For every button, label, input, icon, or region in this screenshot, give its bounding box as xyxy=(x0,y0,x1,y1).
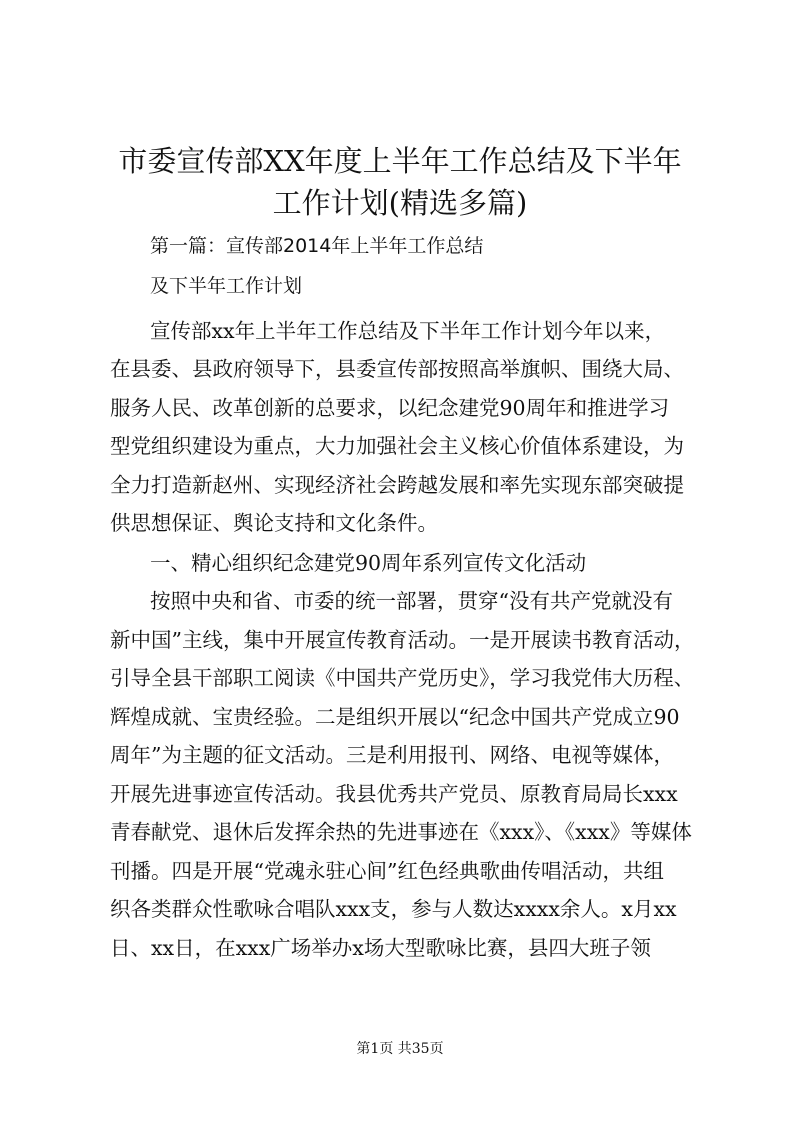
body-line: 宣传部xx年上半年工作总结及下半年工作计划今年以来， xyxy=(150,319,666,343)
body-line: 按照中央和省、市委的统一部署，贯穿“没有共产党就没有 xyxy=(150,589,673,613)
section-subtitle-line-1: 第一篇：宣传部2014年上半年工作总结 xyxy=(150,235,484,257)
document-title-line-1: 市委宣传部XX年度上半年工作总结及下半年 xyxy=(118,144,682,178)
body-line: 型党组织建设为重点，大力加强社会主义核心价值体系建设，为 xyxy=(110,434,684,458)
body-line: 在县委、县政府领导下，县委宣传部按照高举旗帜、围绕大局、 xyxy=(110,357,684,381)
body-line: 开展先进事迹宣传活动。我县优秀共产党员、原教育局局长xxx xyxy=(110,782,678,806)
body-line: 织各类群众性歌咏合唱队xxx支，参与人数达xxxx余人。x月xx xyxy=(110,897,677,921)
document-title-line-2: 工作计划(精选多篇) xyxy=(272,186,528,220)
page-footer: 第1页 共35页 xyxy=(356,1041,444,1057)
body-line: 服务人民、改革创新的总要求，以纪念建党90周年和推进学习 xyxy=(110,396,670,420)
body-line: 新中国”主线，集中开展宣传教育活动。一是开展读书教育活动， xyxy=(110,628,695,652)
body-line: 青春献党、退休后发挥余热的先进事迹在《xxx》、《xxx》等媒体 xyxy=(110,820,692,844)
body-line: 引导全县干部职工阅读《中国共产党历史》，学习我党伟大历程、 xyxy=(110,666,695,690)
body-line: 供思想保证、舆论支持和文化条件。 xyxy=(110,511,438,535)
section-heading: 一、精心组织纪念建党90周年系列宣传文化活动 xyxy=(150,551,587,575)
body-line: 全力打造新赵州、实现经济社会跨越发展和率先实现东部突破提 xyxy=(110,473,684,497)
body-line: 辉煌成就、宝贵经验。二是组织开展以“纪念中国共产党成立90 xyxy=(110,705,680,729)
body-line: 刊播。四是开展“党魂永驻心间”红色经典歌曲传唱活动，共组 xyxy=(110,859,664,883)
section-subtitle-line-2: 及下半年工作计划 xyxy=(150,275,303,297)
body-line: 日、xx日，在xxx广场举办x场大型歌咏比赛，县四大班子领 xyxy=(110,936,651,960)
body-line: 周年”为主题的征文活动。三是利用报刊、网络、电视等媒体， xyxy=(110,743,674,767)
